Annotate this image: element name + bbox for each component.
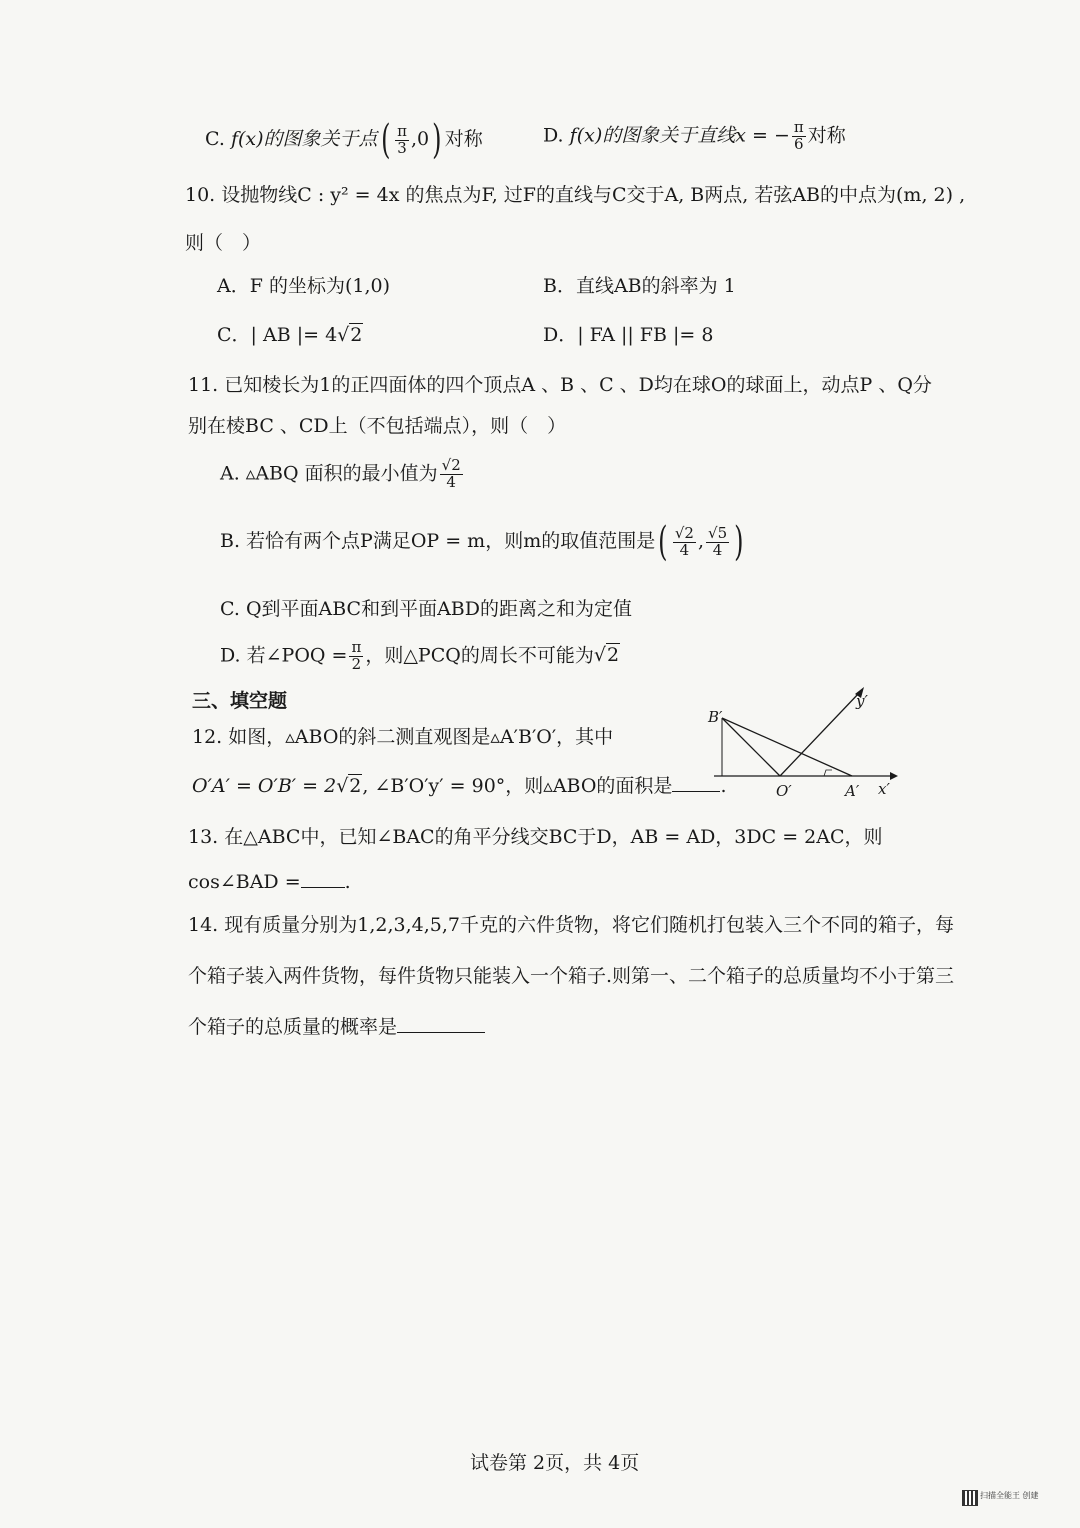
q10-option-c	[217, 324, 363, 347]
q14-stem-line1: 14. 现有质量分别为1,2,3,4,5,7千克的六件货物，将它们随机打包装入三个不同的箱子，每	[188, 914, 954, 936]
q9-option-c-label: C.	[205, 128, 225, 150]
q10-stem-line1: 10. 设抛物线C : y² = 4x 的焦点为F, 过F的直线与C交于A, B两点, 若弦AB的中点为(m, 2) ,	[185, 184, 966, 206]
q10-option-b: B．直线AB的斜率为 1	[543, 275, 736, 297]
q10-option-c-text: C．| AB |= 4	[217, 324, 338, 346]
section-title-fill-in: 三、填空题	[192, 690, 288, 712]
q14-stem-line3-text: 个箱子的总质量的概率是	[188, 1016, 398, 1038]
q11-option-a-text: A. ▵ABQ 面积的最小值为	[220, 462, 438, 485]
q11-option-d-fraction	[349, 640, 363, 673]
q10-option-d: D．| FA || FB |= 8	[543, 324, 714, 346]
q12-radicand: 2	[349, 775, 362, 797]
q14-stem-line2: 个箱子装入两件货物，每件货物只能装入一个箱子.则第一、二个箱子的总质量均不小于第三	[188, 965, 955, 987]
label-B-prime: B′	[708, 708, 723, 726]
q11-option-b-f2-den: 4	[712, 540, 723, 559]
q9-option-c-frac-den: 3	[397, 138, 407, 157]
q11-option-d	[220, 640, 620, 673]
q11-option-d-frac-den: 2	[351, 654, 362, 673]
q10-option-c-sqrt: √2	[337, 324, 363, 346]
q12-stem-line1: 12. 如图，▵ABO的斜二测直观图是▵A′B′O′，其中	[192, 726, 614, 748]
q9-option-c-fraction	[395, 121, 409, 157]
q9-option-d	[543, 120, 846, 153]
y-axis-line	[780, 692, 860, 776]
q13-stem-line2-end: .	[344, 871, 351, 893]
q11-option-b-f1-den: 4	[679, 540, 690, 559]
q9-option-d-frac-num: π	[793, 118, 804, 136]
label-O-prime: O′	[776, 782, 792, 800]
q11-option-b-right-paren: )	[734, 519, 744, 565]
q11-option-d-frac-num: π	[351, 638, 362, 656]
q9-option-c-right-paren: )	[432, 117, 442, 163]
segment-B-A	[722, 718, 852, 776]
q11-option-b-text: B. 若恰有两个点P满足OP = m，则m的取值范围是	[220, 530, 656, 552]
q9-option-d-end: 对称	[807, 124, 846, 147]
scanner-watermark: 扫描全能王 创建	[980, 1491, 1039, 1500]
q10-option-c-radicand: 2	[350, 324, 363, 346]
q9-option-d-eq: x = −	[735, 124, 790, 147]
q11-option-a-frac-den: 4	[446, 472, 456, 491]
q11-option-b-f2-radicand: 5	[717, 523, 728, 542]
q11-option-b-fraction1	[673, 523, 696, 559]
q11-option-d-radicand: 2	[606, 644, 620, 667]
q12-stem-line2	[192, 775, 726, 798]
label-y-prime: y′	[856, 692, 868, 710]
q11-option-d-text: D. 若∠POQ =	[220, 644, 348, 667]
q11-option-a-frac-num: √2	[441, 456, 461, 474]
q11-option-a-fraction	[440, 458, 463, 491]
q12-sqrt: √2	[336, 775, 362, 797]
q11-option-b-fraction2	[706, 523, 729, 559]
q13-stem-line2-pre: cos∠BAD =	[188, 871, 301, 893]
q9-option-c-text: f(x)的图象关于点	[230, 128, 378, 150]
q11-stem-line1: 11. 已知棱长为1的正四面体的四个顶点A 、B 、C 、D均在球O的球面上，动点P 、Q分	[188, 374, 932, 396]
q11-option-b-f1-radicand: 2	[684, 523, 694, 542]
q11-option-a	[220, 458, 465, 491]
q13-stem-line2	[188, 871, 351, 894]
q10-stem-line2: 则（ ）	[185, 232, 262, 254]
page-footer: 试卷第 2页，共 4页	[470, 1452, 640, 1474]
qr-code-icon	[962, 1490, 978, 1506]
q11-option-b-f1-num: √2	[674, 523, 694, 542]
x-axis-arrow	[890, 772, 898, 780]
q11-option-d-mid: ，则△PCQ的周长不可能为	[365, 644, 594, 667]
q11-option-b: B. 若恰有两个点P满足OP = m，则m的取值范围是( $\frac{√2}{4}$ , $\frac{√5}{4}$ )	[220, 519, 744, 565]
q9-option-d-frac-den: 6	[794, 134, 804, 153]
q9-option-d-text: f(x)的图象关于直线	[569, 124, 736, 147]
q11-stem-line2: 别在棱BC 、CD上（不包括端点），则（ ）	[188, 415, 567, 437]
q14-stem-line3	[188, 1016, 485, 1039]
q12-stem-line2-pre: O′A′ = O′B′ = 2	[192, 775, 337, 797]
segment-B-O	[722, 718, 780, 776]
q12-stem-line2-end: .	[720, 775, 727, 797]
q9-option-d-fraction	[792, 120, 806, 153]
q9-option-c-left-paren: (	[380, 117, 391, 163]
q9-option-c-point-tail: ,0	[411, 128, 430, 150]
q13-stem-line1: 13. 在△ABC中，已知∠BAC的角平分线交BC于D，AB = AD，3DC = 2AC，则	[188, 826, 883, 848]
label-A-prime: A′	[845, 782, 860, 800]
q9-option-d-label: D.	[543, 124, 564, 147]
q9-option-c	[205, 117, 483, 163]
q14-answer-blank[interactable]	[397, 1032, 485, 1033]
q11-option-a-radicand: 2	[451, 456, 461, 474]
q12-figure	[700, 680, 900, 805]
q11-option-b-left-paren: (	[658, 519, 668, 565]
q11-option-b-f2-num: √5	[708, 523, 728, 542]
q11-option-d-sqrt: √2	[593, 644, 620, 667]
angle-mark	[824, 770, 832, 776]
q13-answer-blank[interactable]	[301, 887, 345, 888]
q12-stem-line2-post: , ∠B′O′y′ = 90°，则▵ABO的面积是	[362, 775, 673, 797]
label-x-prime: x′	[878, 780, 890, 798]
q10-option-a: A．F 的坐标为(1,0)	[217, 275, 390, 297]
q9-option-c-end: 对称	[444, 128, 483, 150]
q9-option-c-frac-num: π	[397, 121, 407, 140]
q11-option-c: C. Q到平面ABC和到平面ABD的距离之和为定值	[220, 598, 633, 620]
